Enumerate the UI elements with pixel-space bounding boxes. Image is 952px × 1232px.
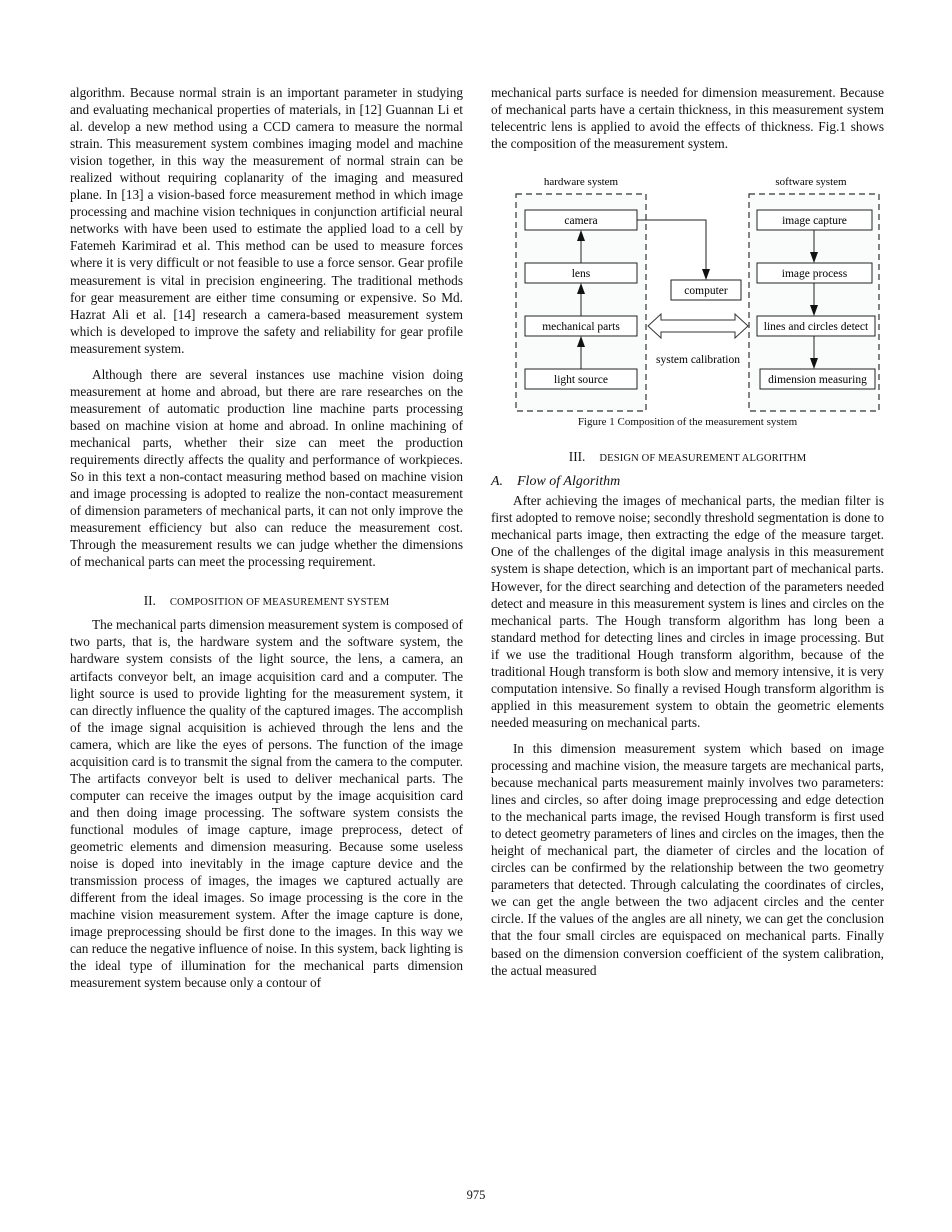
hardware-block-mechanical-parts (525, 316, 637, 336)
software-block-lines-circles-detect (757, 316, 875, 336)
section-number: III. (568, 449, 586, 465)
system-calibration-label: system calibration (656, 354, 740, 367)
figure-1 (491, 174, 884, 464)
section-title: COMPOSITION OF MEASUREMENT SYSTEM (169, 597, 390, 609)
svg-text:image process: image process (781, 268, 848, 281)
body-paragraph: algorithm. Because normal strain is an important parameter in studying and evaluating mechanical properties of materials, in [12] Guannan Li et al. develop a new method using a CCD camera to measure the normal strain. This measurement system combines imaging model and machine vision together, in this way the measurement of normal strain can be realized without requiring coplanarity of the imaging and measured plane. In [13] a vision-based force measurement method in which image processing and machine vision techniques in conjunction artificial neural networks with have been used to estimate the applied load to a cell by Fatemeh Karimirad et al. This method can be used to measure forces where it is very difficult or not feasible to use a force sensor. Gear profile measurement is vital in precision engineering. The traditional methods for gear measurement are either time consuming or expensive. So Md. Hazrat Ali et al. [14] research a camera-based measurement system which is developed to improve the safety and reliability for gear profile measurement system. (70, 85, 463, 356)
svg-text:lens: lens (571, 268, 591, 281)
body-paragraph: Although there are several instances use machine vision doing measurement at home and abroad, but there are rare researches on the measurement of automatic production line machine parts processing based on machine vision at home and abroad. In online machining of mechanical parts, whether their size can meet the production requirements directly affects the quality and performance of workpieces. So in this text a non-contact measuring method based on machine vision and image processing is adopted to realize the non-contact measurement of dimension parameters of mechanical parts, it can not only improve the measurement efficiency but also can reduce the measurement cost. Through the measurement results we can judge whether the dimensions of mechanical parts can meet the processing requirement. (70, 366, 463, 570)
section-heading (70, 592, 463, 611)
system-diagram (491, 174, 884, 434)
camera-to-computer-connector (637, 220, 710, 280)
subsection-title: Flow of Algorithm (517, 474, 621, 490)
left-column (70, 84, 463, 991)
body-paragraph: In this dimension measurement system which based on image processing and machine vision, the measure targets are mechanical parts, because mechanical parts measurement mainly involves two parameters: lines and circles, so after doing image preprocessing and edge detection to the mechanical parts image, the revised Hough transform is first used to detect geometry parameters of lines and circles on the images, then the height of mechanical part, the diameter of circles and the location of circles can be confirmed by the relationship between the two geometry parameters that detected. Through calculating the coordinates of circles, we can get the angle between the two adjacent circles and the center circle. If the values of the angles are all ninety, we can get the conclusion that the four small circles are equispaced on mechanical parts. Finally based on the dimension conversion coefficient of the system calibration, the actual measured (491, 740, 884, 978)
software-system-label: software system (775, 176, 847, 189)
subsection-heading (491, 473, 884, 490)
software-block-dimension-measuring (760, 369, 875, 389)
body-paragraph: After achieving the images of mechanical parts, the median filter is first adopted to remove noise; secondly threshold segmentation is done to mechanical parts image, then extracting the edge of the measure target. One of the challenges of the digital image analysis in this measurement system is shape detection, which is an important part of mechanical parts. However, for the direct searching and detection of the parameters needed detect and measure in this measurement system is lines and circles on the mechanical parts. The Hough transform algorithm has long been a standard method for detecting lines and circles in image processing. But if we use the traditional Hough transform algorithm, because of the traditional Hough transform is both slow and memory intensive, it is very computation intensive. So finally a revised Hough transform algorithm is applied in this measurement system to obtain the geometric elements needed measuring on mechanical parts. (491, 493, 884, 730)
software-block-image-process (757, 263, 872, 283)
figure-caption: Figure 1 Composition of the measurement system (577, 416, 798, 429)
subsection-number: A. (491, 474, 504, 490)
body-paragraph: mechanical parts surface is needed for dimension measurement. Because of mechanical parts have a certain thickness, in this measurement system telecentric lens is applied to avoid the effects of thickness. Fig.1 shows the composition of the measurement system. (491, 85, 884, 152)
computer-block (671, 280, 741, 300)
svg-text:camera: camera (564, 215, 598, 228)
svg-text:dimension measuring: dimension measuring (768, 374, 867, 387)
section-title: DESIGN OF MEASUREMENT ALGORITHM (599, 453, 807, 465)
section-number: II. (143, 593, 156, 609)
svg-text:light source: light source (554, 374, 608, 387)
hardware-block-light-source (525, 369, 637, 389)
svg-text:image capture: image capture (782, 215, 847, 228)
page-number: 975 (466, 1188, 486, 1202)
svg-text:computer: computer (684, 285, 728, 298)
right-column (491, 84, 884, 979)
body-paragraph: The mechanical parts dimension measurement system is composed of two parts, that is, the hardware system and the software system, the hardware system consists of the light source, the lens, a camera, an artifacts conveyor belt, an image acquisition card and a computer. The light source is used to provide lighting for the measurement system, it can directly influence the quality of the captured images. The accomplish of the image signal acquisition is achieved through the lens and the camera, which are like the eyes of persons. The function of the image acquisition card is to transmit the signal from the camera to the computer. The artifacts conveyor belt is used to deliver mechanical parts. The computer can receive the images output by the image acquisition card and then doing image processing. The software system consists the functional modules of image capture, image preprocess, detect of geometric elements and dimension measuring. Because some useless noise is doped into inevitably in the image capture device and the transmission process of images, the images we captured actually are different from the ideal images. So image processing is the core in the machine vision measurement system. After the image capture is done, image preprocessing should be first done to the images. In this way we can reduce the negative influence of noise. In this system, back lighting is the ideal type of illumination for the mechanical parts dimension measurement system because only a contour of (70, 617, 463, 991)
svg-text:lines and circles detect: lines and circles detect (763, 321, 869, 334)
svg-text:mechanical parts: mechanical parts (542, 321, 620, 334)
software-block-image-capture (757, 210, 872, 230)
hardware-block-camera (525, 210, 637, 230)
hardware-system-label: hardware system (543, 176, 619, 189)
calibration-double-arrow-icon (648, 314, 748, 338)
hardware-block-lens (525, 263, 637, 283)
